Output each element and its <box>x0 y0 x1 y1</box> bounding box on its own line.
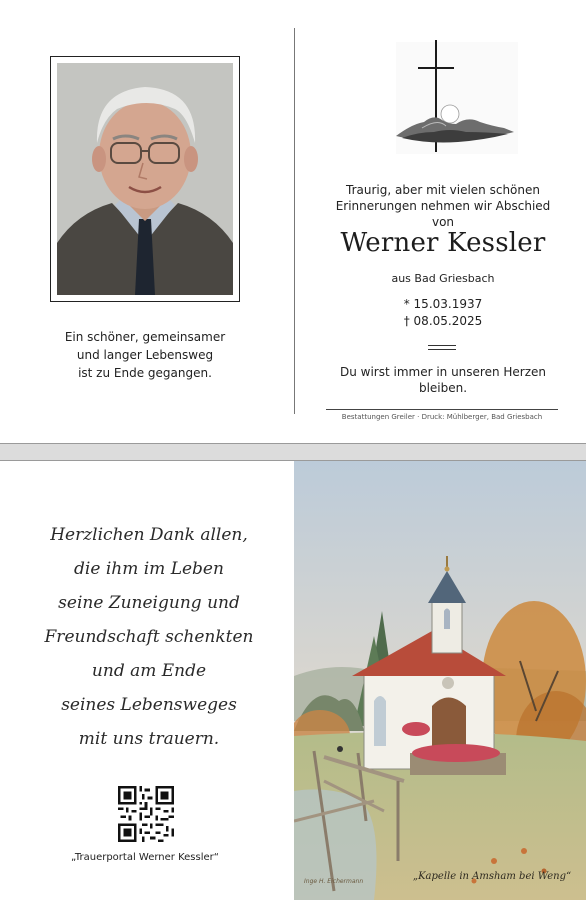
thanks-line: die ihm im Leben <box>74 559 224 579</box>
farewell-line: bleiben. <box>418 381 468 395</box>
intro-line: von <box>431 215 455 229</box>
deceased-origin: aus Bad Griesbach <box>391 272 495 285</box>
portrait-photo <box>57 63 233 295</box>
thanks-line: seine Zuneigung und <box>58 593 240 613</box>
left-poem-line: ist zu Ende gegangen. <box>78 366 212 380</box>
qr-code-icon[interactable] <box>118 786 174 842</box>
intro-text <box>318 182 568 230</box>
intro-line: Traurig, aber mit vielen schönen <box>346 183 540 197</box>
left-poem-line: Ein schöner, gemeinsamer <box>64 330 226 344</box>
thanks-line: Herzlichen Dank allen, <box>50 525 248 545</box>
portrait-frame <box>50 56 240 302</box>
artist-signature: Inge H. Eichermann <box>304 878 364 885</box>
chapel-watercolor-image <box>294 461 586 900</box>
life-dates <box>318 296 568 330</box>
left-poem <box>40 328 250 382</box>
death-date: † 08.05.2025 <box>403 314 483 328</box>
obituary-front-card <box>0 0 586 444</box>
thanks-line: Freundschaft schenkten <box>44 627 254 647</box>
intro-line: Erinnerungen nehmen wir Abschied <box>335 199 551 213</box>
birth-date: * 15.03.1937 <box>403 297 483 311</box>
farewell-line: Du wirst immer in unseren Herzen <box>339 365 547 379</box>
painting-caption: „Kapelle in Amsham bei Weng“ <box>412 871 572 882</box>
thanks-line: seines Lebensweges <box>61 695 237 715</box>
farewell-text <box>318 364 568 396</box>
deceased-name: Werner Kessler <box>340 228 546 258</box>
vertical-divider <box>294 28 295 414</box>
thanks-line: und am Ende <box>91 661 207 681</box>
thanks-verse <box>18 518 280 756</box>
footer-rule <box>326 409 558 410</box>
memorial-portal-link[interactable]: „Trauerportal Werner Kessler“ <box>71 852 219 863</box>
cross-mountain-icon <box>388 36 524 156</box>
left-poem-line: und langer Lebensweg <box>76 348 214 362</box>
ornament-rule <box>428 345 456 350</box>
printer-credits: Bestattungen Greiler · Druck: Mühlberger, Bad Griesbach <box>341 413 543 421</box>
thanks-line: mit uns trauern. <box>78 729 220 749</box>
